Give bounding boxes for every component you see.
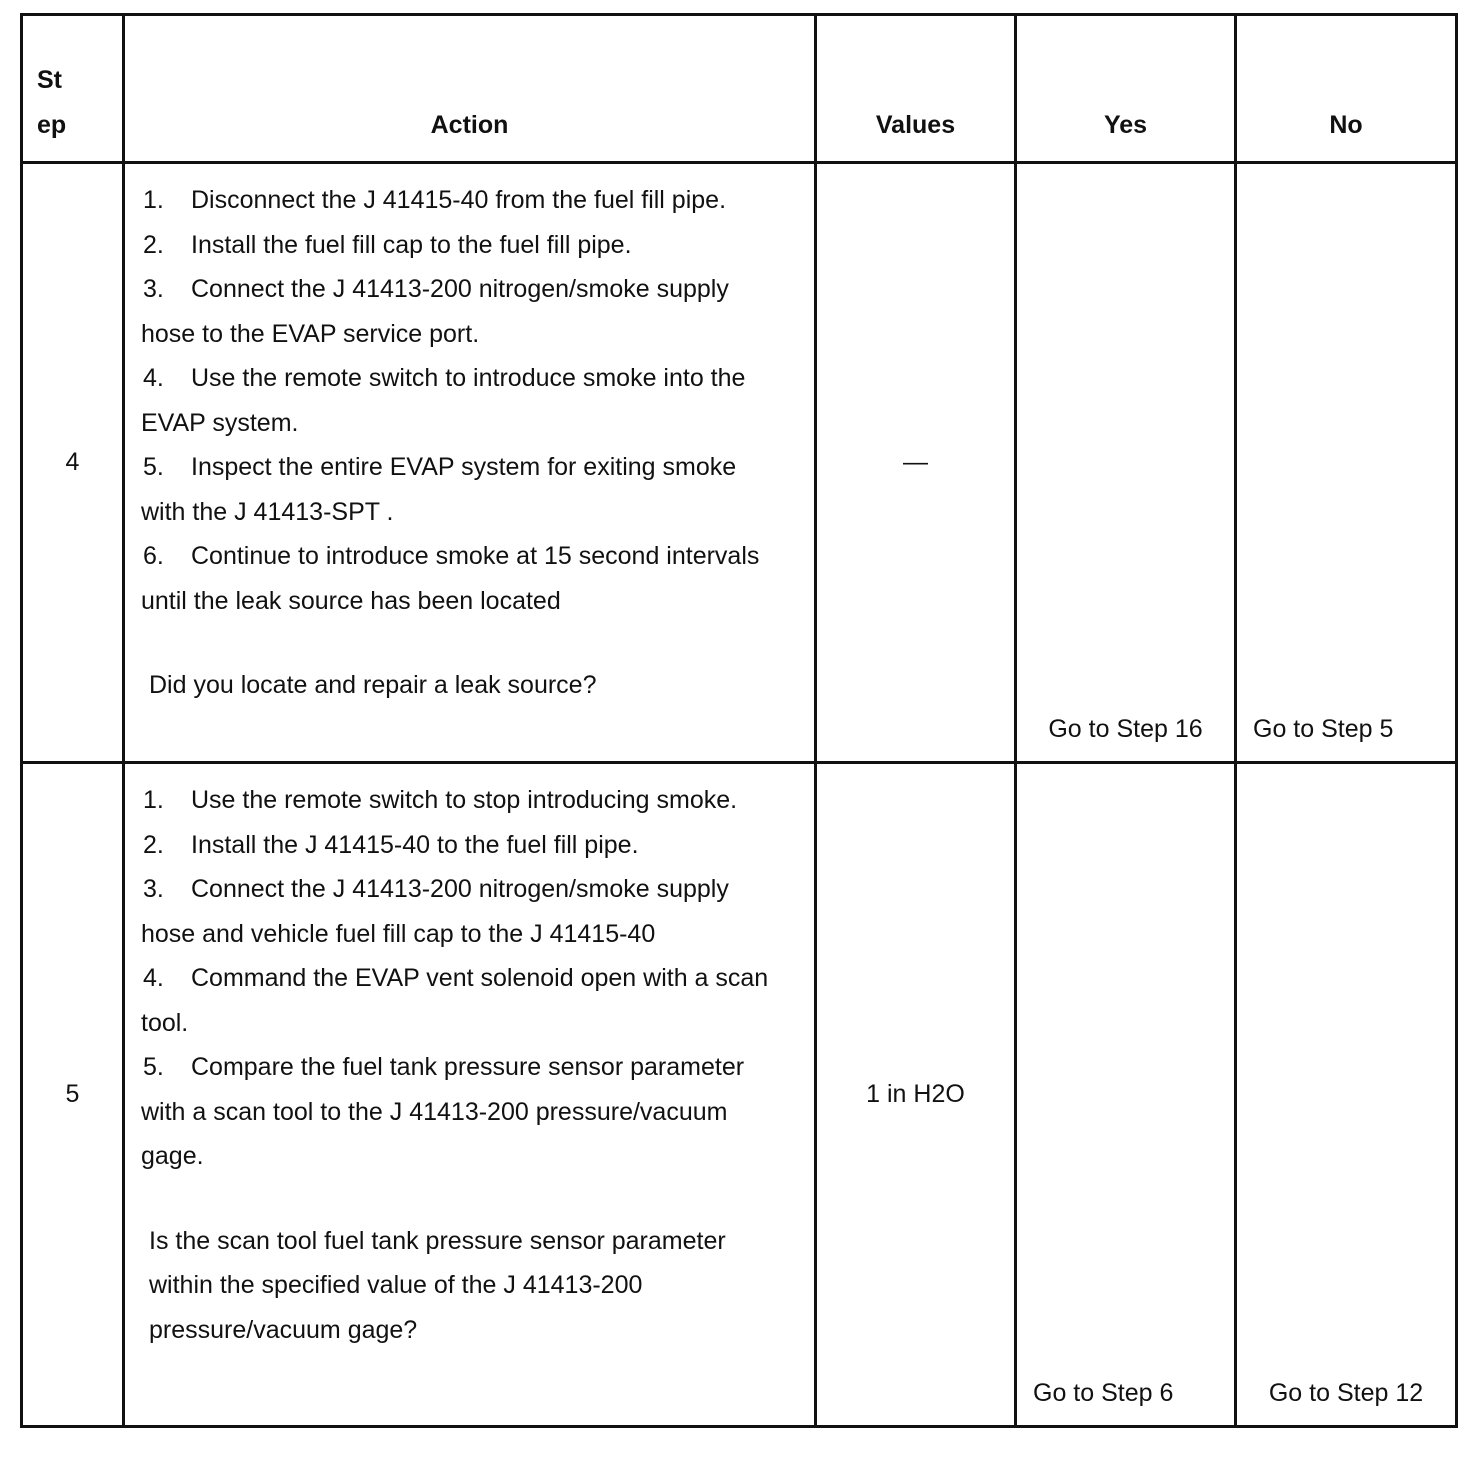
step-header-line1: St <box>37 66 62 94</box>
action-item: 1. Use the remote switch to stop introducing smoke. <box>143 786 738 814</box>
action-item: 5. Inspect the entire EVAP system for exiting smoke with the J 41413-SPT . <box>141 453 737 526</box>
action-item: 4. Use the remote switch to introduce smoke into the EVAP system. <box>141 364 746 437</box>
yes-cell: Go to Step 16 <box>1016 163 1236 763</box>
table-row-step-5 <box>22 763 1457 1427</box>
table-row-step-4 <box>22 163 1457 763</box>
step-number: 5 <box>22 763 124 1427</box>
action-item: 4. Command the EVAP vent solenoid open with a scan tool. <box>141 964 769 1037</box>
no-header: No <box>1236 15 1457 163</box>
action-cell <box>124 763 816 1427</box>
action-item: 3. Connect the J 41413-200 nitrogen/smoke supply hose and vehicle fuel fill cap to the J 41415-40 <box>141 875 729 948</box>
no-cell: Go to Step 5 <box>1236 163 1457 763</box>
action-header: Action <box>124 15 816 163</box>
action-item: 3. Connect the J 41413-200 nitrogen/smoke supply hose to the EVAP service port. <box>141 275 729 348</box>
no-cell: Go to Step 12 <box>1236 763 1457 1427</box>
procedure-table <box>20 13 1458 1428</box>
values-header: Values <box>816 15 1016 163</box>
step-header <box>22 15 124 163</box>
action-cell <box>124 163 816 763</box>
action-list <box>141 178 774 623</box>
question-text: Is the scan tool fuel tank pressure sensor parameter within the specified value of the J 41413-200 pressure/vacuum gage? <box>149 1226 726 1344</box>
action-list <box>141 778 774 1179</box>
action-item: 2. Install the fuel fill cap to the fuel fill pipe. <box>143 230 632 259</box>
action-item: 1. Disconnect the J 41415-40 from the fuel fill pipe. <box>143 186 727 214</box>
values-cell: 1 in H2O <box>816 763 1016 1427</box>
values-cell: — <box>816 163 1016 763</box>
action-item: 5. Compare the fuel tank pressure sensor parameter with a scan tool to the J 41413-200 pressure/vacuum gage. <box>141 1053 745 1170</box>
action-item: 6. Continue to introduce smoke at 15 second intervals until the leak source has been located <box>141 542 760 615</box>
yes-cell: Go to Step 6 <box>1016 763 1236 1427</box>
header-row <box>22 15 1457 163</box>
action-item: 2. Install the J 41415-40 to the fuel fill pipe. <box>143 830 639 859</box>
step-header-line2: ep <box>37 110 67 139</box>
question-text: Did you locate and repair a leak source? <box>149 671 597 699</box>
yes-header: Yes <box>1016 15 1236 163</box>
step-number: 4 <box>22 163 124 763</box>
